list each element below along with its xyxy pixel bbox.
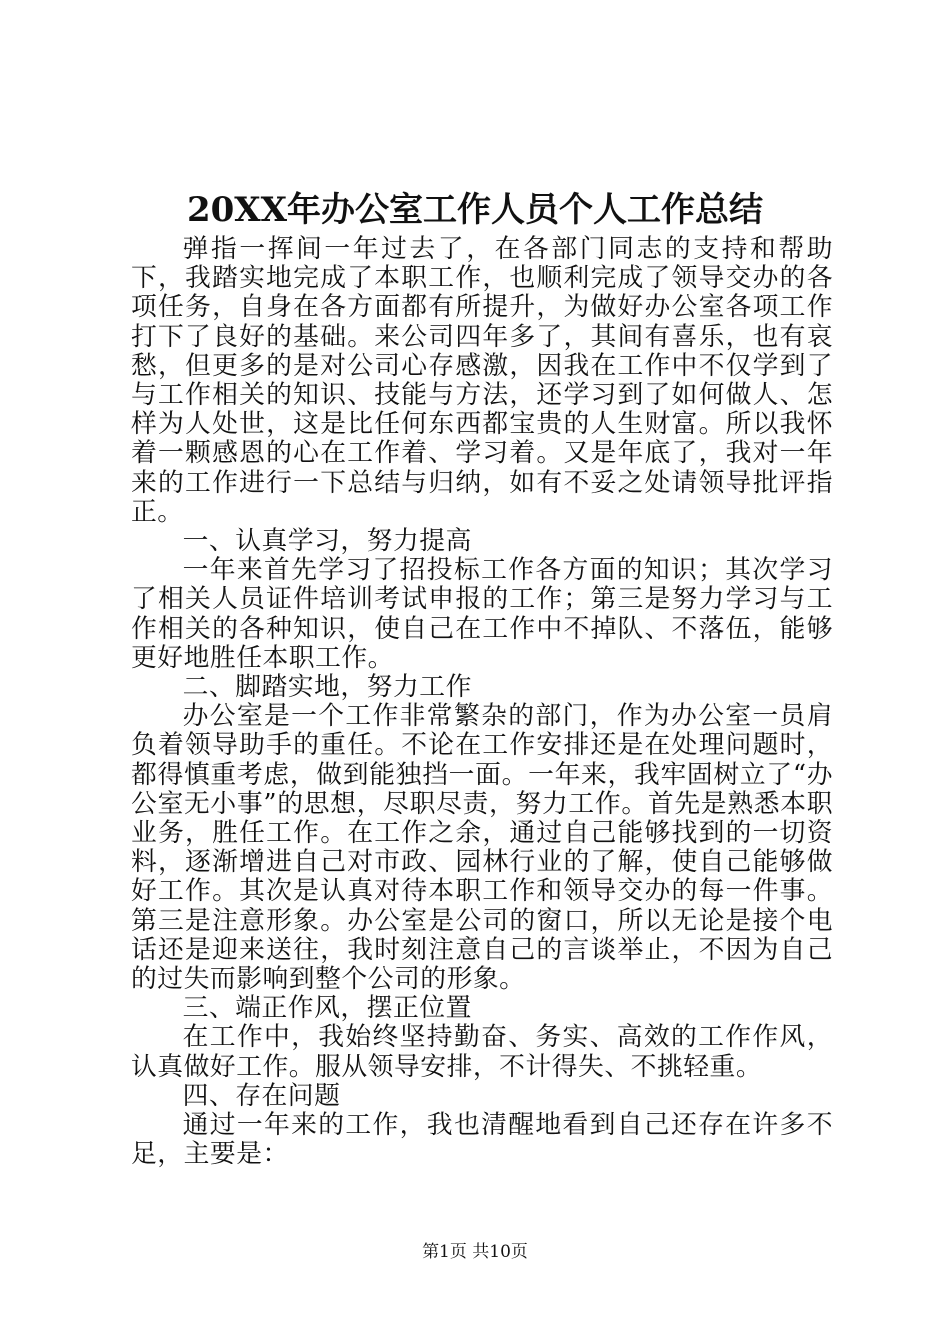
document-title: 20XX年办公室工作人员个人工作总结 [186,190,764,230]
section-heading-4: 四、存在问题 [182,1080,341,1111]
paragraph-section-2: 办公室是一个工作非常繁杂的部门，作为办公室一员肩负着领导助手的重任。不论在工作安排还是在处理问题时，都得慎重考虑，做到能独挡一面。一年来，我牢固树立了“办公室无小事”的思想，尽职尽责，努力工作。首先是熟悉本职业务，胜任工作。在工作之余，通过自己能够找到的一切资料，逐渐增进自己对市政、园林行业的了解，使自己能够做好工作。其次是认真对待本职工作和领导交办的每一件事。第三是注意形象。办公室是公司的窗口，所以无论是接个电话还是迎来送往，我时刻注意自己的言谈举止，不因为自己的过失而影响到整个公司的形象。 [131,701,833,995]
paragraph-section-1: 一年来首先学习了招投标工作各方面的知识；其次学习了相关人员证件培训考试申报的工作；第三是努力学习与工作相关的各种知识，使自己在工作中不掉队、不落伍，能够更好地胜任本职工作。 [131,555,833,673]
section-heading-1: 一、认真学习，努力提高 [182,526,472,557]
paragraph-section-3: 在工作中，我始终坚持勤奋、务实、高效的工作作风，认真做好工作。服从领导安排，不计得失、不挑轻重。 [131,1022,833,1082]
paragraph-intro: 弹指一挥间一年过去了，在各部门同志的支持和帮助下，我踏实地完成了本职工作，也顺利完成了领导交办的各项任务，自身在各方面都有所提升，为做好办公室各项工作打下了良好的基础。来公司四年多了，其间有喜乐，也有哀愁，但更多的是对公司心存感激，因我在工作中不仅学到了与工作相关的知识、技能与方法，还学习到了如何做人、怎样为人处世，这是比任何东西都宝贵的人生财富。所以我怀着一颗感恩的心在工作着、学习着。又是年底了，我对一年来的工作进行一下总结与归纳，如有不妥之处请领导批评指正。 [131,234,833,527]
document-body [131,235,833,1170]
page-footer: 第1页 共10页 [422,1242,528,1262]
paragraph-section-4: 通过一年来的工作，我也清醒地看到自己还存在许多不足，主要是： [131,1110,833,1170]
section-heading-3: 三、端正作风，摆正位置 [182,993,472,1024]
section-heading-2: 二、脚踏实地，努力工作 [182,672,472,703]
